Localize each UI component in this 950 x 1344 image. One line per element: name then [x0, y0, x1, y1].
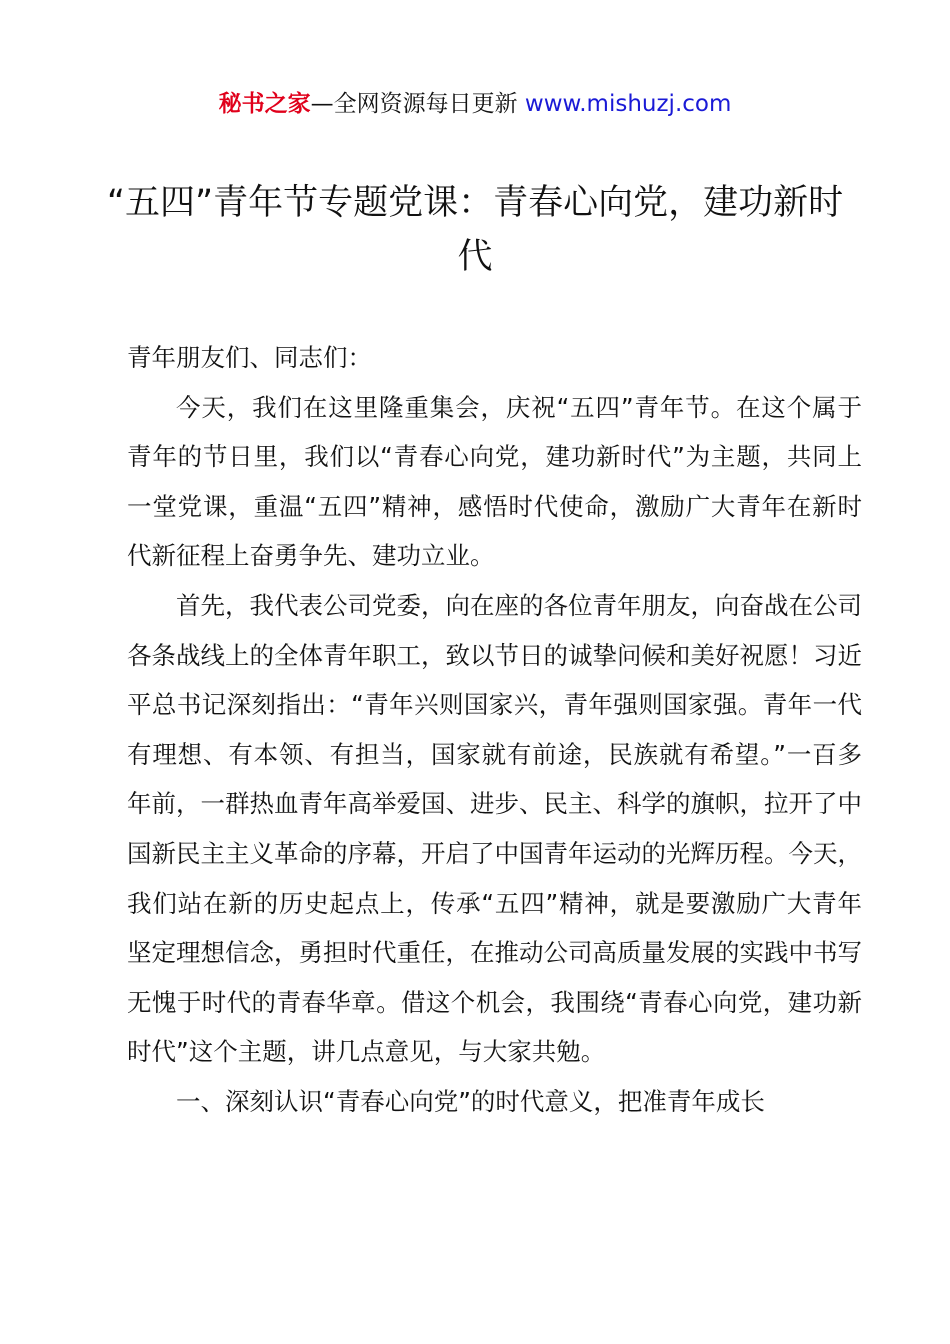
- document-title: “五四”青年节专题党课：青春心向党，建功新时代: [106, 183, 844, 277]
- paragraph-intro: 今天，我们在这里隆重集会，庆祝“五四”青年节。在这个属于青年的节日里，我们以“青春心向党，建功新时代”为主题，共同上一堂党课，重温“五四”精神，感悟时代使命，激励广大青年在新时代新征程上奋勇争先、建功立业。: [127, 392, 862, 571]
- site-brand: 秘书之家: [218, 91, 311, 117]
- site-header: [0, 84, 950, 124]
- greeting: 青年朋友们、同志们：: [127, 343, 372, 372]
- section-heading-1: 一、深刻认识“青春心向党”的时代意义，把准青年成长: [176, 1086, 765, 1116]
- site-url-link[interactable]: www.mishuzj.com: [524, 91, 732, 117]
- document-body: [127, 333, 862, 1127]
- paragraph-greetings: 首先，我代表公司党委，向在座的各位青年朋友，向奋战在公司各条战线上的全体青年职工，致以节日的诚挚问候和美好祝愿！习近平总书记深刻指出：“青年兴则国家兴，青年强则国家强。青年一代有理想、有本领、有担当，国家就有前途，民族就有希望。”一百多年前，一群热血青年高举爱国、进步、民主、科学的旗帜，拉开了中国新民主主义革命的序幕，开启了中国青年运动的光辉历程。今天，我们站在新的历史起点上，传承“五四”精神，就是要激励广大青年坚定理想信念，勇担时代重任，在推动公司高质量发展的实践中书写无愧于时代的青春华章。借这个机会，我围绕“青春心向党，建功新时代”这个主题，讲几点意见，与大家共勉。: [127, 590, 862, 1067]
- site-tagline: —全网资源每日更新: [310, 91, 525, 117]
